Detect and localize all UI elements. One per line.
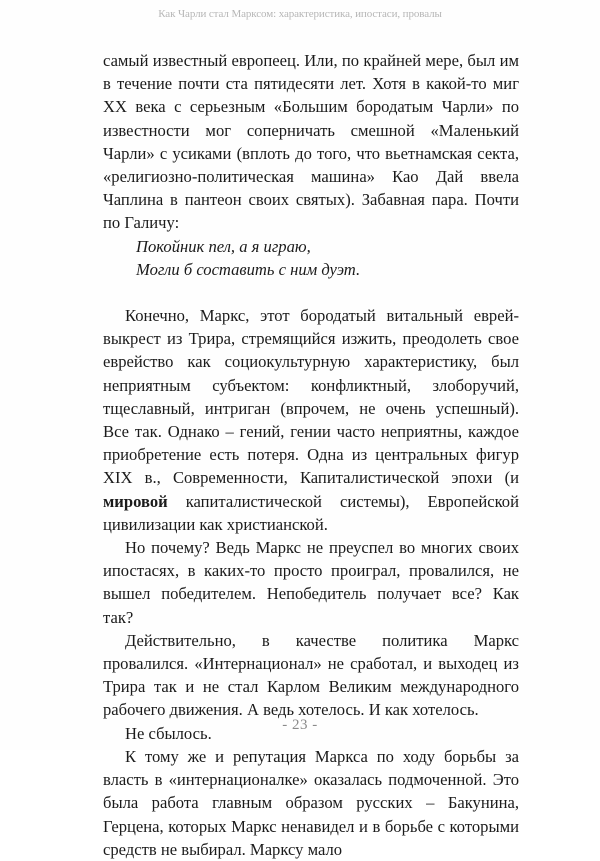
verse-line: Могли б составить с ним дуэт. <box>136 259 361 279</box>
body-text <box>103 49 519 861</box>
page-number-text: - 23 - <box>282 717 318 733</box>
paragraph-text-start: Конечно, Маркс, этот бородатый витальный еврей-выкрест из Трира, стремящийся изжить, преодолеть свое еврейство как социокультурную характеристику, был неприятным субъектом: конфликтный, злоборучий, тщеславный, интриган (впрочем, не очень успешный). Все так. Однако – гений, гении часто неприятны, каждое приобретение есть потеря. Одна из центральных фигур XIX в., Современности, Капиталистической эпохи (и <box>103 306 519 488</box>
paragraph-not-fulfilled: Не сбылось. <box>125 723 212 743</box>
page-number <box>0 717 600 734</box>
section-gap <box>103 281 519 304</box>
paragraph-continuation: самый известный европеец. Или, по крайней мере, был им в течение почти ста пятидесяти лет. Хотя в какой-то миг XX века с серьезным «Большим бородатым Чарли» по известности мог соперничать смешной «Маленький Чарли» с усиками (вплоть до того, что вьетнамская секта, «религиозно-политическая машина» Као Дай ввела Чаплина в пантеон своих святых). Забавная пара. Почти по Галичу: <box>103 51 519 233</box>
paragraph-reputation: К тому же и репутация Маркса по ходу борьбы за власть в «интернационалке» оказалась подмоченной. Это была работа главным образом русских – Бакунина, Герцена, которых Маркс ненавидел и в борьбе с которыми средств не выбирал. Марксу мало <box>103 746 519 859</box>
verse-quote <box>103 235 519 281</box>
paragraph-marx-genius <box>103 304 519 536</box>
bold-emphasis: мировой <box>103 491 168 511</box>
running-head: Как Чарли стал Марксом: характеристика, ипостаси, провалы <box>158 8 442 20</box>
paragraph-why: Но почему? Ведь Маркс не преуспел во многих своих ипостасях, в каких-то просто проиграл, провалился, не вышел победителем. Непобедитель получает все? Как так? <box>103 538 519 627</box>
verse-line: Покойник пел, а я играю, <box>136 236 311 256</box>
paragraph-text-end: капиталистической системы), Европейской цивилизации как христианской. <box>103 491 519 534</box>
paragraph-politics-failure: Действительно, в качестве политика Маркс провалился. «Интернационал» не сработал, и выходец из Трира так и не стал Карлом Великим международного рабочего движения. А ведь хотелось. И как хотелось. <box>103 630 519 720</box>
